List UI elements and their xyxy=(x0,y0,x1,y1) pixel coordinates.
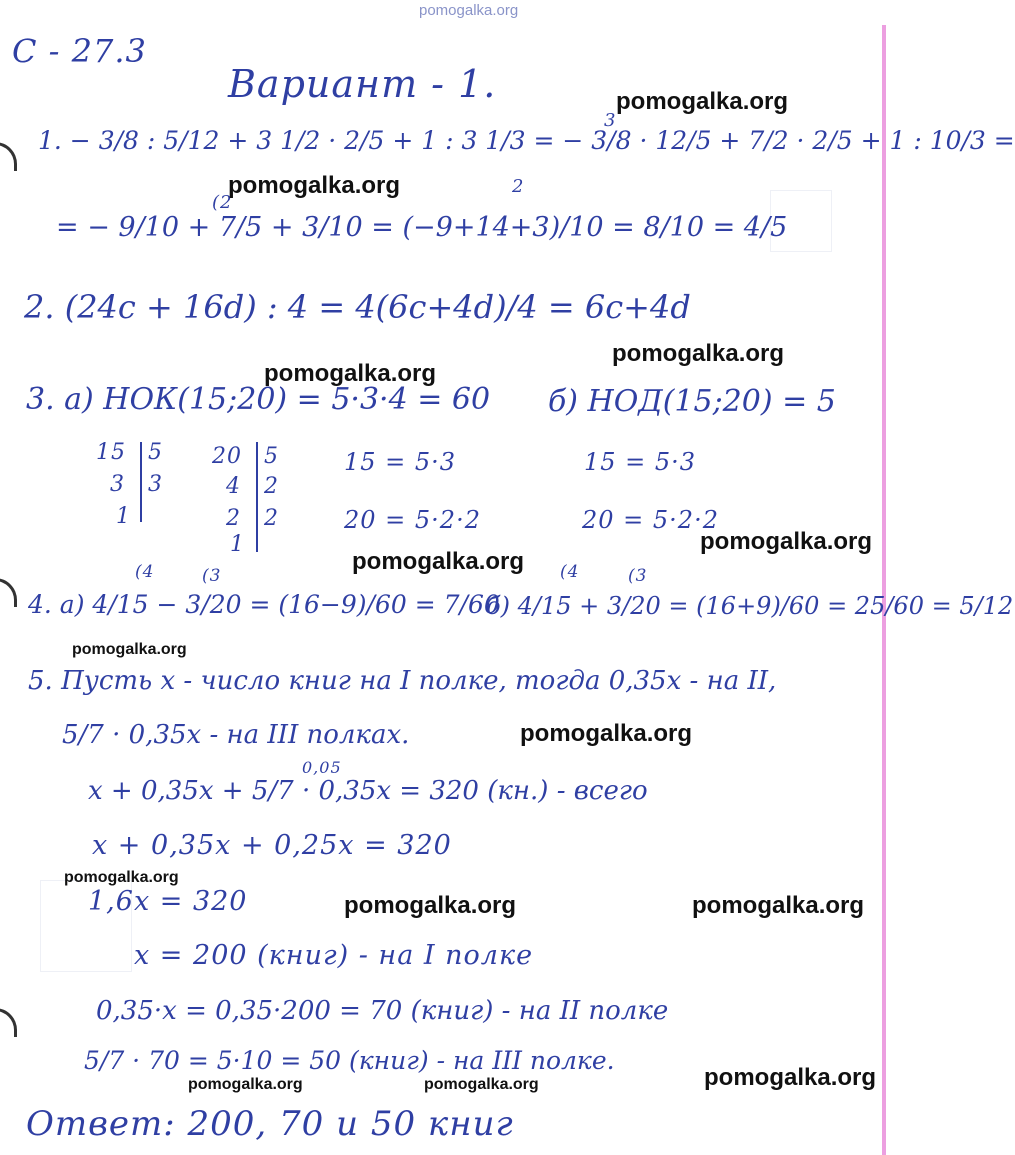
margin-line xyxy=(882,25,886,1155)
top-watermark: pomogalka.org xyxy=(419,2,519,19)
task4-b: б) 4/15 + 3/20 = (16+9)/60 = 25/60 = 5/12 xyxy=(486,592,1014,620)
task3-b: б) НОД(15;20) = 5 xyxy=(548,384,836,419)
watermark: pomogalka.org xyxy=(616,88,789,115)
watermark: pomogalka.org xyxy=(520,720,693,747)
task5-line4: x + 0,35x + 0,25x = 320 xyxy=(92,830,452,861)
task4-a-mark: (4 xyxy=(135,562,155,582)
col20-value: 1 xyxy=(230,532,245,557)
col20-divisor: 5 xyxy=(264,444,279,469)
col15-value: 1 xyxy=(116,504,131,529)
task4-a: 4. а) 4/15 − 3/20 = (16−9)/60 = 7/60 xyxy=(28,590,500,619)
watermark: pomogalka.org xyxy=(344,892,517,919)
task1-line2: = − 9/10 + 7/5 + 3/10 = (−9+14+3)/10 = 8/10 = 4/5 xyxy=(56,212,788,243)
col15-value: 15 xyxy=(96,440,126,465)
binder-ring xyxy=(0,1008,17,1037)
task1-mark-sup3: 3 xyxy=(604,110,617,131)
factorisation-20-b: 20 = 5·2·2 xyxy=(582,506,719,534)
factorisation-15-a: 15 = 5·3 xyxy=(344,448,457,476)
col20-value: 20 xyxy=(212,444,242,469)
col20-divisor: 2 xyxy=(264,474,279,499)
variant-title: Вариант - 1. xyxy=(228,62,497,106)
col20-value: 2 xyxy=(226,506,241,531)
task4-b-mark: (3 xyxy=(628,566,648,586)
division-column-15 xyxy=(140,442,142,522)
task4-a-mark: (3 xyxy=(202,566,222,586)
task5-line3: x + 0,35x + 5/7 · 0,35x = 320 (кн.) - всего xyxy=(88,776,648,806)
factorisation-15-b: 15 = 5·3 xyxy=(584,448,697,476)
answer-line: Ответ: 200, 70 и 50 книг xyxy=(26,1104,514,1144)
binder-ring xyxy=(0,578,17,607)
task2-line: 2. (24c + 16d) : 4 = 4(6c+4d)/4 = 6c+4d xyxy=(24,288,691,326)
watermark: pomogalka.org xyxy=(704,1064,877,1091)
watermark: pomogalka.org xyxy=(72,641,187,658)
col20-divisor: 2 xyxy=(264,506,279,531)
task1-mark-sub2: 2 xyxy=(512,176,525,197)
col15-divisor: 3 xyxy=(148,472,163,497)
task5-line1: 5. Пусть x - число книг на I полке, тогда 0,35x - на II, xyxy=(28,666,777,696)
task5-line6: x = 200 (книг) - на I полке xyxy=(134,940,534,971)
watermark: pomogalka.org xyxy=(264,360,437,387)
assignment-code: С - 27.3 xyxy=(12,32,147,70)
watermark: pomogalka.org xyxy=(188,1076,303,1093)
watermark: pomogalka.org xyxy=(424,1076,539,1093)
task5-line3-mark: 0,05 xyxy=(302,758,342,777)
task1-line1: 1. − 3/8 : 5/12 + 3 1/2 · 2/5 + 1 : 3 1/3 = − 3/8 · 12/5 + 7/2 · 2/5 + 1 : 10/3 = xyxy=(38,126,1015,155)
watermark: pomogalka.org xyxy=(228,172,401,199)
watermark: pomogalka.org xyxy=(352,548,525,575)
col20-value: 4 xyxy=(226,474,241,499)
task5-line5: 1,6x = 320 xyxy=(88,886,248,917)
watermark: pomogalka.org xyxy=(692,892,865,919)
task5-line7: 0,35·x = 0,35·200 = 70 (книг) - на II полке xyxy=(96,996,669,1026)
watermark: pomogalka.org xyxy=(700,528,873,555)
col15-divisor: 5 xyxy=(148,440,163,465)
division-column-20 xyxy=(256,442,258,552)
task3-a: 3. а) НОК(15;20) = 5·3·4 = 60 xyxy=(26,382,491,417)
task5-line8: 5/7 · 70 = 5·10 = 50 (книг) - на III полке. xyxy=(84,1046,615,1075)
task4-b-mark: (4 xyxy=(560,562,580,582)
task5-line2: 5/7 · 0,35x - на III полках. xyxy=(62,720,410,750)
task1-line2-mark: (2 xyxy=(212,192,233,213)
col15-value: 3 xyxy=(110,472,125,497)
factorisation-20-a: 20 = 5·2·2 xyxy=(344,506,481,534)
binder-ring xyxy=(0,142,17,171)
watermark: pomogalka.org xyxy=(612,340,785,367)
watermark: pomogalka.org xyxy=(64,869,179,886)
